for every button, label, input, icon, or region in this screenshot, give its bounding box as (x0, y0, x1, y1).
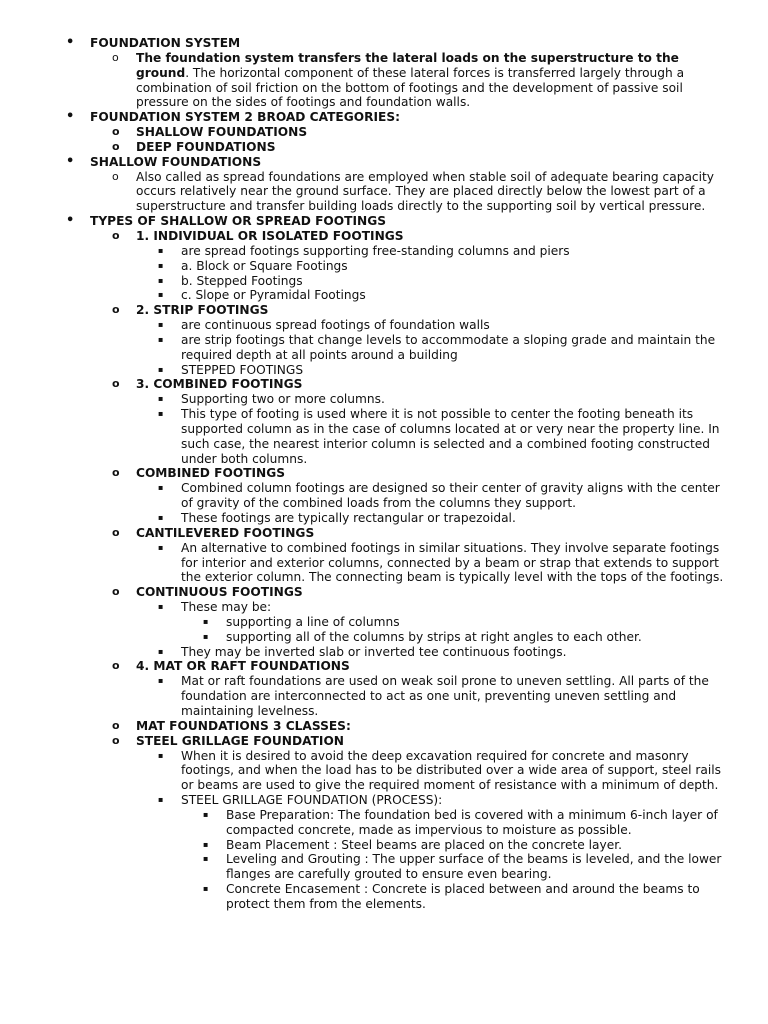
square-bullet-icon: ▪ (203, 809, 209, 819)
square-bullet-icon: ▪ (203, 616, 209, 626)
item-text: 2. STRIP FOOTINGS (136, 303, 269, 318)
item-text: Base Preparation: The foundation bed is covered with a minimum 6-inch layer of compacted concrete, made as impervious to moisture as possible. (226, 807, 718, 837)
square-bullet-icon: ▪ (158, 602, 164, 612)
circle-bullet-icon: o (112, 377, 120, 391)
document-page (0, 36, 768, 912)
square-bullet-icon: ▪ (158, 334, 164, 344)
item-text: SHALLOW FOUNDATIONS (90, 154, 262, 169)
item-text: 1. INDIVIDUAL OR ISOLATED FOOTINGS (136, 228, 404, 243)
square-bullet-icon: ▪ (158, 646, 164, 656)
item-text: are strip footings that change levels to accommodate a sloping grade and maintain the required depth at all points around a building (181, 332, 716, 362)
outline-item-level-3 (0, 511, 768, 526)
item-text: FOUNDATION SYSTEM (90, 36, 241, 50)
circle-bullet-icon: o (112, 169, 119, 183)
square-bullet-icon: ▪ (158, 275, 164, 285)
outline-item-level-3 (0, 288, 768, 303)
outline-item-level-2 (0, 377, 768, 392)
square-bullet-icon: ▪ (158, 260, 164, 270)
outline-item-level-3 (0, 363, 768, 378)
item-text: These footings are typically rectangular or trapezoidal. (181, 511, 516, 525)
item-text: Also called as spread foundations are employed when stable soil of adequate bearing capacity occurs relatively near the ground surface. They are placed directly below the lowest part of a superstructure and transfer building loads directly to the supporting soil by vertical pressure. (136, 169, 714, 214)
outline-item-level-2 (0, 140, 768, 155)
outline-item-level-3 (0, 244, 768, 259)
outline-item-level-1 (0, 110, 768, 125)
item-text: TYPES OF SHALLOW OR SPREAD FOOTINGS (90, 214, 386, 229)
square-bullet-icon: ▪ (203, 631, 209, 641)
outline-item-level-2 (0, 229, 768, 244)
item-text: Supporting two or more columns. (181, 392, 385, 407)
item-text: are spread footings supporting free-standing columns and piers (181, 243, 570, 258)
circle-bullet-icon: o (112, 125, 120, 139)
outline-item-level-2 (0, 466, 768, 481)
item-text: STEEL GRILLAGE FOUNDATION (136, 733, 345, 748)
bullet-icon: • (66, 153, 75, 169)
outline-item-level-4 (0, 882, 768, 912)
circle-bullet-icon: o (112, 733, 120, 747)
item-text: c. Slope or Pyramidal Footings (181, 288, 366, 303)
circle-bullet-icon: o (112, 50, 119, 64)
outline-item-level-3 (0, 749, 768, 794)
outline-item-level-3 (0, 318, 768, 333)
outline-item-level-1 (0, 214, 768, 229)
item-text: supporting all of the columns by strips at right angles to each other. (226, 629, 642, 644)
item-text: CANTILEVERED FOOTINGS (136, 525, 315, 540)
circle-bullet-icon: o (112, 585, 120, 599)
square-bullet-icon: ▪ (158, 483, 164, 493)
outline-item-level-2 (0, 125, 768, 140)
item-text: Beam Placement : Steel beams are placed on the concrete layer. (226, 837, 622, 852)
item-text: DEEP FOUNDATIONS (136, 139, 276, 154)
outline-item-level-4 (0, 838, 768, 853)
item-text: STEEL GRILLAGE FOUNDATION (PROCESS): (181, 793, 443, 808)
square-bullet-icon: ▪ (158, 750, 164, 760)
circle-bullet-icon: o (112, 139, 120, 153)
item-text: SHALLOW FOUNDATIONS (136, 125, 308, 140)
item-text: An alternative to combined footings in similar situations. They involve separate footings for interior and exterior columns, connected by a beam or strap that extends to support the exterior column. The connecting beam is typically level with the tops of the footings. (181, 540, 724, 585)
item-text: Concrete Encasement : Concrete is placed between and around the beams to protect them from the elements. (226, 882, 700, 911)
circle-bullet-icon: o (112, 466, 120, 480)
outline-item-level-3 (0, 645, 768, 660)
outline-item-level-3 (0, 274, 768, 289)
square-bullet-icon: ▪ (158, 513, 164, 522)
circle-bullet-icon: o (112, 525, 120, 539)
square-bullet-icon: ▪ (158, 542, 164, 552)
outline-item-level-2 (0, 585, 768, 600)
outline-item-level-2 (0, 303, 768, 318)
item-text: Mat or raft foundations are used on weak soil prone to uneven settling. All parts of the foundation are interconnected to act as one unit, preventing uneven settling and maintaining levelness. (181, 674, 709, 718)
item-text: COMBINED FOOTINGS (136, 466, 286, 481)
outline-item-level-2 (0, 734, 768, 749)
circle-bullet-icon: o (112, 659, 120, 673)
square-bullet-icon: ▪ (158, 320, 164, 330)
outline-item-level-3 (0, 407, 768, 466)
outline-item-level-3 (0, 392, 768, 407)
outline-item-level-3 (0, 333, 768, 363)
outline-item-level-3 (0, 541, 768, 586)
item-text: They may be inverted slab or inverted tee continuous footings. (181, 644, 567, 659)
outline-item-level-2 (0, 526, 768, 541)
item-text: STEPPED FOOTINGS (181, 362, 304, 377)
circle-bullet-icon: o (112, 303, 120, 317)
square-bullet-icon: ▪ (158, 290, 164, 300)
square-bullet-icon: ▪ (203, 884, 209, 894)
square-bullet-icon: ▪ (158, 364, 164, 374)
square-bullet-icon: ▪ (203, 839, 209, 849)
item-text: FOUNDATION SYSTEM 2 BROAD CATEGORIES: (90, 110, 400, 125)
outline-item-level-3 (0, 259, 768, 274)
item-text: . The horizontal component of these lateral forces is transferred largely through a combination of soil friction on the bottom of footings and the development of passive soil pressure on the sides of footings and foundation walls. (136, 65, 685, 110)
item-text: supporting a line of columns (226, 614, 400, 629)
item-text: MAT FOUNDATIONS 3 CLASSES: (136, 718, 351, 733)
outline-item-level-4 (0, 852, 768, 882)
circle-bullet-icon: o (112, 718, 120, 732)
item-text: a. Block or Square Footings (181, 258, 348, 273)
outline-item-level-2 (0, 719, 768, 734)
item-text: CONTINUOUS FOOTINGS (136, 585, 303, 600)
outline-item-level-4 (0, 808, 768, 838)
outline-item-level-3 (0, 481, 768, 511)
item-text: These may be: (181, 600, 272, 615)
item-text: 4. MAT OR RAFT FOUNDATIONS (136, 659, 350, 674)
item-text: are continuous spread footings of foundation walls (181, 318, 490, 333)
outline-item-level-1 (0, 155, 768, 170)
outline-item-level-2 (0, 51, 768, 110)
square-bullet-icon: ▪ (158, 394, 164, 404)
outline-item-level-2 (0, 659, 768, 674)
outline-item-level-4 (0, 615, 768, 630)
outline-item-level-2 (0, 170, 768, 215)
item-text: This type of footing is used where it is not possible to center the footing beneath its supported column as in the case of columns located at or very near the property line. In such case, the nearest interior column is selected and a combined footing constructed under both columns. (181, 407, 720, 466)
item-bold-lead: The foundation system transfers the lateral loads on the superstructure to the ground (136, 50, 679, 80)
outline-item-level-3 (0, 600, 768, 615)
item-text: Leveling and Grouting : The upper surface of the beams is leveled, and the lower flanges are carefully grouted to ensure even bearing. (226, 852, 722, 882)
square-bullet-icon: ▪ (158, 676, 164, 686)
item-text: Combined column footings are designed so their center of gravity aligns with the center of gravity of the combined loads from the columns they support. (181, 481, 720, 511)
square-bullet-icon: ▪ (158, 795, 164, 805)
item-text: b. Stepped Footings (181, 273, 303, 288)
square-bullet-icon: ▪ (158, 245, 164, 255)
square-bullet-icon: ▪ (203, 854, 209, 864)
item-text: 3. COMBINED FOOTINGS (136, 377, 303, 392)
item-text: When it is desired to avoid the deep excavation required for concrete and masonry footings, and when the load has to be distributed over a wide area of support, steel rails or beams are used to give the required moment of resistance with a minimum of depth. (181, 748, 721, 793)
square-bullet-icon: ▪ (158, 409, 164, 419)
outline-item-level-1 (0, 36, 768, 51)
outline-item-level-3 (0, 793, 768, 808)
outline-item-level-4 (0, 630, 768, 645)
circle-bullet-icon: o (112, 228, 120, 242)
bullet-icon: • (66, 109, 75, 125)
bullet-icon: • (66, 35, 75, 50)
bullet-icon: • (66, 213, 75, 229)
outline-item-level-3 (0, 674, 768, 719)
